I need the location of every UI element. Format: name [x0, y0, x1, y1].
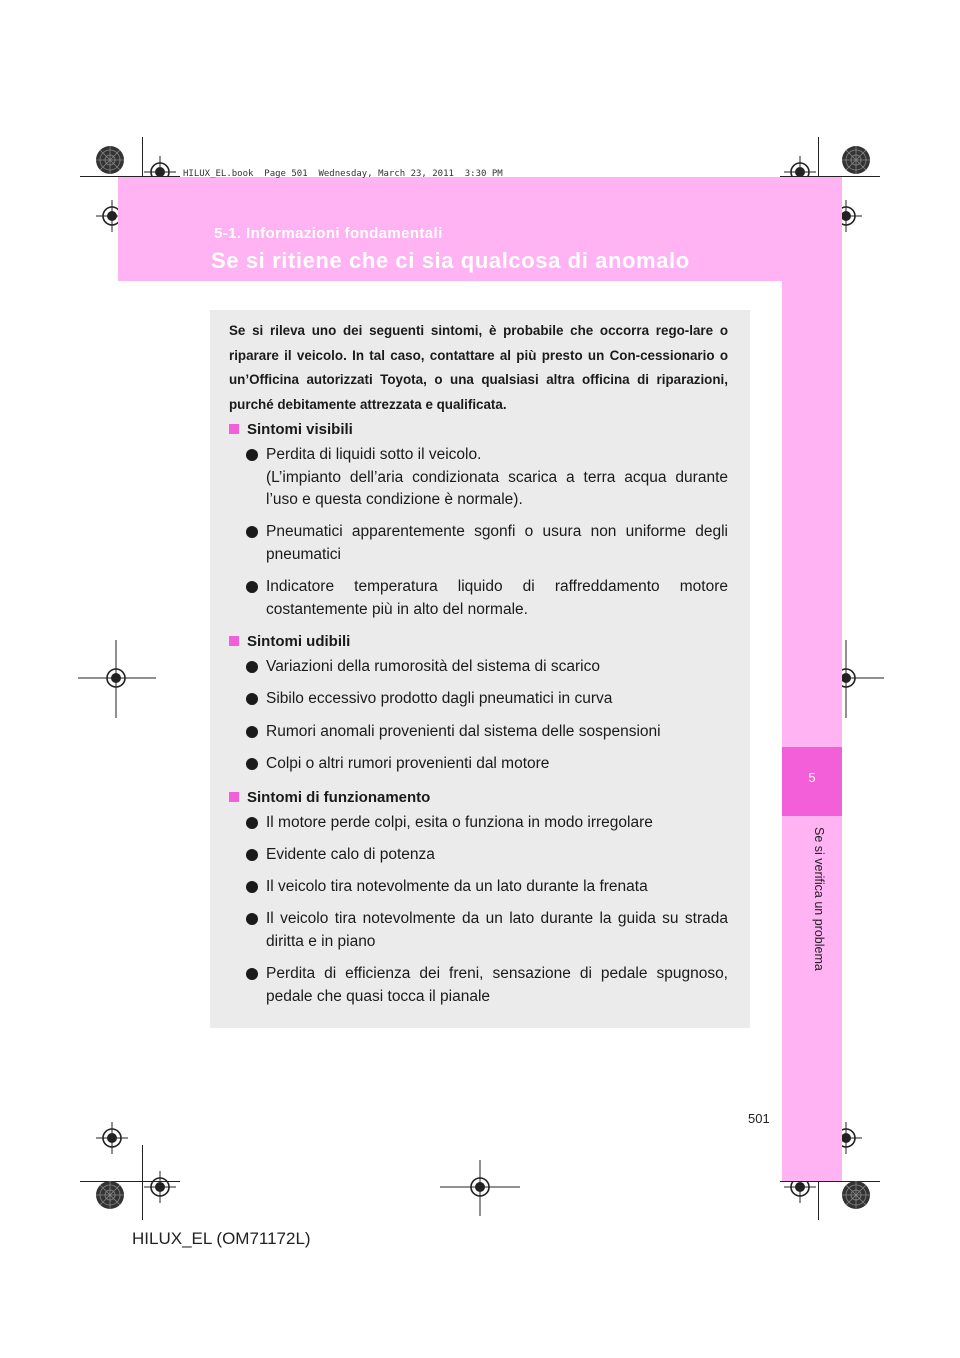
section-title: Sintomi di funzionamento	[247, 789, 431, 806]
list-item-text: Il motore perde colpi, esita o funziona in modo irregolare	[266, 814, 653, 831]
bullet-icon	[246, 758, 258, 770]
list-item	[246, 753, 728, 776]
bullet-icon	[246, 849, 258, 861]
section-heading	[229, 421, 353, 438]
square-bullet-icon	[229, 792, 239, 802]
list-item	[246, 812, 728, 835]
section-title: Sintomi udibili	[247, 633, 351, 650]
chapter-number: 5	[808, 770, 816, 785]
bullet-icon	[246, 693, 258, 705]
list-item	[246, 721, 728, 744]
square-bullet-icon	[229, 424, 239, 434]
chapter-title: Se si verifica un problema	[812, 827, 826, 971]
list-item	[246, 963, 728, 1008]
list-item	[246, 876, 728, 899]
section-heading	[229, 633, 350, 650]
list-item-note: (L’impianto dell’aria condizionata scarica a terra acqua durante l’uso e questa condizione è normale).	[266, 468, 728, 508]
side-tab-strip	[782, 281, 842, 1181]
list-item	[246, 576, 728, 621]
bullet-icon	[246, 817, 258, 829]
section-label: 5-1. Informazioni fondamentali	[214, 225, 443, 242]
sunburst-mark-bl	[96, 1181, 124, 1209]
list-item	[246, 688, 728, 711]
bullet-icon	[246, 581, 258, 593]
page-title: Se si ritiene che ci sia qualcosa di anomalo	[211, 248, 690, 273]
bullet-icon	[246, 526, 258, 538]
bullet-icon	[246, 913, 258, 925]
list-item-text: Colpi o altri rumori provenienti dal motore	[266, 755, 550, 772]
list-item	[246, 908, 728, 953]
bullet-icon	[246, 968, 258, 980]
document-code: HILUX_EL (OM71172L)	[132, 1229, 311, 1248]
bullet-icon	[246, 726, 258, 738]
list-item-text: Perdita di liquidi sotto il veicolo.	[266, 446, 482, 463]
list-item	[246, 844, 728, 867]
page-number: 501	[748, 1111, 770, 1126]
list-item-text: Sibilo eccessivo prodotto dagli pneumatici in curva	[266, 690, 613, 707]
list-item-text: Indicatore temperatura liquido di raffreddamento motore costantemente più in alto del normale.	[266, 578, 728, 618]
sunburst-mark-tl	[96, 146, 124, 174]
list-item-text: Il veicolo tira notevolmente da un lato durante la frenata	[266, 878, 648, 895]
list-item-text: Pneumatici apparentemente sgonfi o usura non uniforme degli pneumatici	[266, 523, 728, 563]
list-item	[246, 521, 728, 566]
list-item	[246, 444, 728, 512]
list-item-text: Rumori anomali provenienti dal sistema delle sospensioni	[266, 723, 661, 740]
book-stamp: HILUX_EL.book Page 501 Wednesday, March 23, 2011 3:30 PM	[183, 169, 503, 179]
sunburst-mark-tr	[842, 146, 870, 174]
list-item-text: Il veicolo tira notevolmente da un lato durante la guida su strada diritta e in piano	[266, 910, 728, 950]
bullet-icon	[246, 881, 258, 893]
intro-paragraph: Se si rileva uno dei seguenti sintomi, è probabile che occorra rego-lare o riparare il veicolo. In tal caso, contattare al più presto un Con-cessionario o un’Officina autorizzati Toyota, o una qualsiasi altra officina di riparazioni, purché debitamente attrezzata e qualificata.	[229, 323, 728, 412]
list-item-text: Perdita di efficienza dei freni, sensazione di pedale spugnoso, pedale che quasi tocca il pianale	[266, 965, 728, 1005]
bullet-icon	[246, 449, 258, 461]
list-item-text: Evidente calo di potenza	[266, 846, 435, 863]
section-heading	[229, 789, 430, 806]
square-bullet-icon	[229, 636, 239, 646]
list-item-text: Variazioni della rumorosità del sistema di scarico	[266, 658, 600, 675]
bullet-icon	[246, 661, 258, 673]
list-item	[246, 656, 728, 679]
section-title: Sintomi visibili	[247, 421, 353, 438]
sunburst-mark-br	[842, 1181, 870, 1209]
